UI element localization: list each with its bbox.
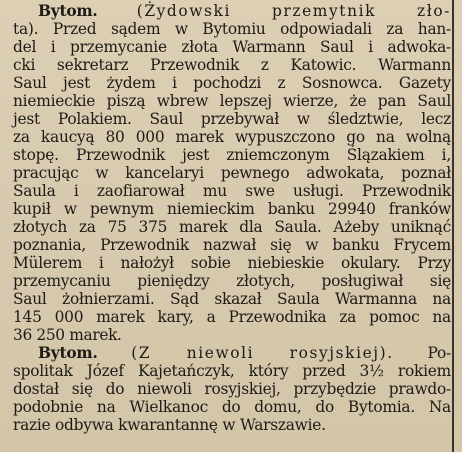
body-text-line: przemycaniu pieniędzy złotych, posługiwał się [13, 272, 451, 290]
body-text-line: cki sekretarz Przewodnik z Katowic. Warmann [13, 56, 451, 74]
body-text-line: ta). Przed sądem w Bytomiu odpowiadali za han- [13, 20, 451, 38]
body-text-line: za kaucyą 80 000 marek wypuszczono go na wolną [13, 128, 451, 146]
article-heading-place: Bytom. [38, 344, 98, 362]
body-text-line: podobnie na Wielkanoc do domu, do Bytomia. Na [13, 398, 451, 416]
article-heading-line [13, 2, 451, 20]
body-text-line: pracując w kancelaryi pewnego adwokata, poznał [13, 164, 451, 182]
article-body [13, 20, 451, 344]
article-heading-tail: Po- [427, 344, 451, 362]
body-text-line: dostał się do niewoli rosyjskiej, przybędzie prawdo- [13, 380, 451, 398]
column-rule [452, 0, 454, 452]
body-text-line: 36 250 marek. [13, 326, 122, 344]
body-text-line: kupił w pewnym niemieckim banku 29940 franków [13, 200, 451, 218]
body-text-line: Saul żołnierzami. Sąd skazał Saula Warmanna na [13, 290, 451, 308]
article-heading-title: (Z niewoli rosyjskiej). [131, 344, 394, 362]
article-heading-place: Bytom. [38, 2, 98, 20]
body-text-line: Mülerem i nałożył sobie niebieskie okulary. Przy [13, 254, 451, 272]
article-body [13, 362, 451, 434]
article-heading-line [13, 344, 451, 362]
body-text-line: jest Polakiem. Saul przebywał w śledztwie, lecz [13, 110, 451, 128]
body-text-line: razie odbywa kwarantannę w Warszawie. [13, 416, 326, 434]
article-heading-title: (Żydowski przemytnik zło- [136, 2, 451, 20]
body-text-line: del i przemycanie złota Warmann Saul i adwoka- [13, 38, 451, 56]
body-text-line: złotych za 75 375 marek dla Saula. Ażeby uniknąć [13, 218, 451, 236]
article-gold-smuggler [13, 2, 451, 344]
body-text-line: Saula i zaofiarował mu swe usługi. Przewodnik [13, 182, 451, 200]
body-text-line: stopę. Przewodnik jest zniemczonym Ślązakiem i, [13, 146, 451, 164]
text-column [13, 0, 451, 434]
body-text-line: poznania, Przewodnik nazwał się w banku Frycem [13, 236, 451, 254]
body-text-line: 145 000 marek kary, a Przewodnika za pomoc na [13, 308, 451, 326]
body-text-line: niemieckie piszą wbrew lepszej wierze, że pan Saul [13, 92, 451, 110]
body-text-line: spolitak Józef Kajetańczyk, który przed 3½ rokiem [13, 362, 451, 380]
body-text-line: Saul jest żydem i pochodzi z Sosnowca. Gazety [13, 74, 451, 92]
article-russian-captivity [13, 344, 451, 434]
